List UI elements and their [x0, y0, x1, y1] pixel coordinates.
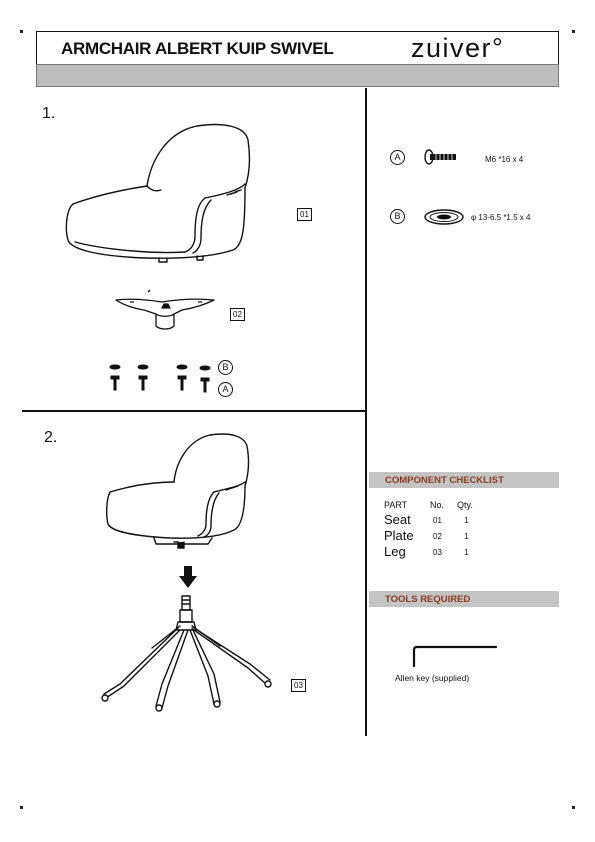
plate-illustration — [110, 288, 222, 334]
step-1-number: 1. — [42, 105, 56, 122]
checklist-row-no: 03 — [433, 548, 442, 557]
checklist-row-no: 02 — [433, 532, 442, 541]
washer-icon — [423, 208, 467, 226]
checklist-col-no: No. — [430, 500, 445, 510]
crop-mark — [572, 806, 575, 809]
seat-illustration — [55, 118, 265, 268]
crop-mark — [20, 806, 23, 809]
hardware-b-label: B — [390, 209, 405, 224]
assembled-seat-illustration — [104, 430, 254, 554]
checklist-row-no: 01 — [433, 516, 442, 525]
allen-key-icon — [410, 644, 502, 668]
checklist-row-part: Plate — [384, 528, 414, 543]
brand-logo: zuiver° — [411, 33, 505, 63]
washer-b-callout: B — [218, 360, 233, 375]
checklist-col-part: PART — [384, 500, 408, 510]
header-bar — [36, 64, 559, 87]
checklist-row-part: Leg — [384, 544, 406, 559]
hardware-illustration — [105, 362, 217, 394]
checklist-title: COMPONENT CHECKLIST — [385, 475, 504, 486]
crop-mark — [20, 30, 23, 33]
checklist-row-qty: 1 — [464, 548, 469, 557]
checklist-col-qty: Qty. — [457, 500, 473, 510]
checklist-row-part: Seat — [384, 512, 411, 527]
tool-allen-key-label: Allen key (supplied) — [395, 673, 470, 683]
header — [36, 31, 559, 64]
step-divider — [22, 410, 365, 412]
tools-title: TOOLS REQUIRED — [385, 594, 471, 605]
hardware-a-label: A — [390, 150, 405, 165]
page-title: ARMCHAIR ALBERT KUIP SWIVEL — [61, 39, 334, 58]
part-tag-leg: 03 — [291, 679, 306, 692]
leg-base-illustration — [100, 592, 286, 714]
part-tag-plate: 02 — [230, 308, 245, 321]
arrow-down-icon — [179, 566, 197, 588]
checklist-header — [369, 472, 559, 488]
part-tag-seat: 01 — [297, 208, 312, 221]
checklist-row-qty: 1 — [464, 532, 469, 541]
tools-header — [369, 591, 559, 607]
hardware-a-spec: M6 *16 x 4 — [485, 155, 524, 164]
hardware-b-spec: φ 13-6.5 *1.5 x 4 — [471, 213, 531, 222]
bolt-icon — [424, 149, 458, 165]
bolt-a-callout: A — [218, 382, 233, 397]
column-divider — [365, 88, 367, 736]
checklist-row-qty: 1 — [464, 516, 469, 525]
crop-mark — [572, 30, 575, 33]
step-2-number: 2. — [44, 429, 58, 446]
